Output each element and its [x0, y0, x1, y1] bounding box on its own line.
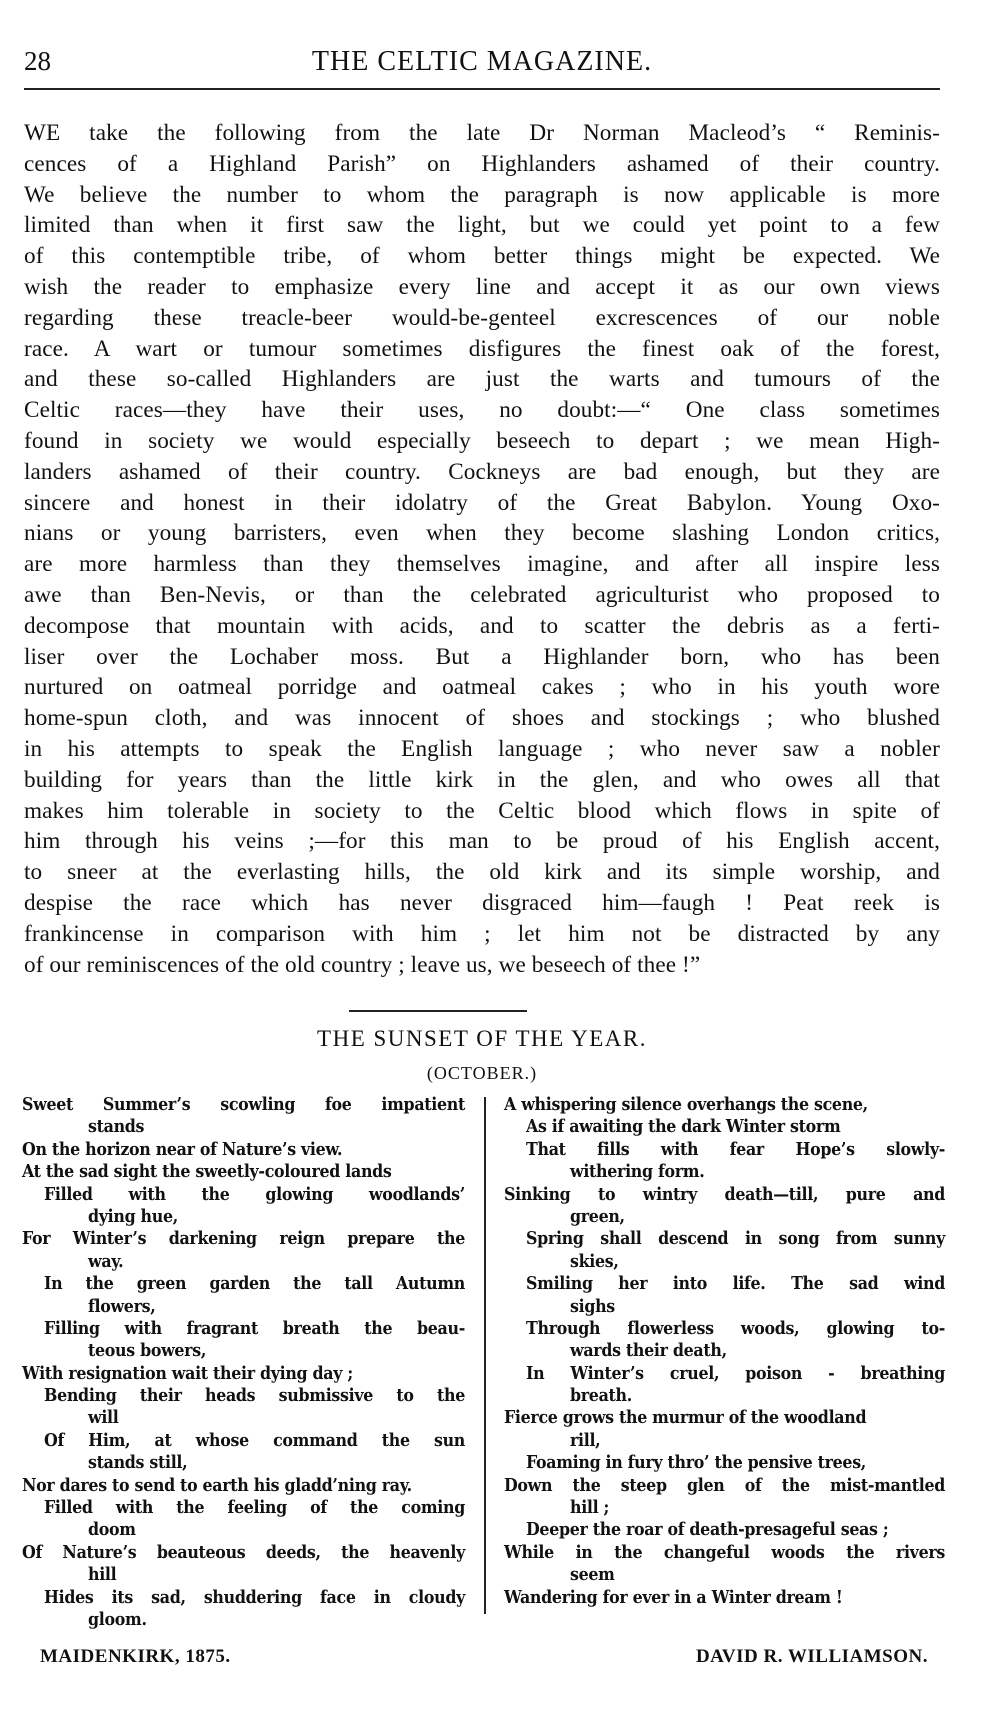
poem-line: breath.: [570, 1385, 632, 1407]
prose-line: and these so-called Highlanders are just the warts and tumours of the: [24, 366, 940, 393]
poem-line: In Winter’s cruel, poison - breathing: [526, 1362, 945, 1384]
poem-line: Of Him, at whose command the sun: [44, 1429, 465, 1451]
poem-line: withering form.: [570, 1161, 705, 1183]
prose-line: limited than when it first saw the light, but we could yet point to a few: [24, 212, 940, 239]
poem-line: stands still,: [88, 1452, 188, 1474]
section-divider: [349, 1010, 527, 1012]
poem-line: Wandering for ever in a Winter dream !: [504, 1586, 843, 1608]
poem-line: In the green garden the tall Autumn: [44, 1273, 465, 1295]
prose-line: decompose that mountain with acids, and to scatter the debris as a ferti-: [24, 612, 940, 639]
magazine-title: THE CELTIC MAGAZINE.: [311, 46, 653, 77]
column-rule: [484, 1097, 486, 1614]
poem-line: Foaming in fury thro’ the pensive trees,: [526, 1452, 867, 1474]
poem-line: For Winter’s darkening reign prepare the: [22, 1228, 465, 1250]
prose-line: home-spun cloth, and was innocent of shoes and stockings ; who blushed: [24, 705, 940, 732]
poem-author: DAVID R. WILLIAMSON.: [695, 1646, 928, 1667]
poem-line: hill: [88, 1564, 117, 1586]
poem-line: Spring shall descend in song from sunny: [526, 1228, 945, 1250]
prose-line: makes him tolerable in society to the Celtic blood which flows in spite of: [24, 797, 940, 824]
poem-line: While in the changeful woods the rivers: [504, 1541, 945, 1563]
poem-line: seem: [570, 1564, 615, 1586]
prose-line: building for years than the little kirk in the glen, and who owes all that: [24, 766, 940, 793]
prose-line: race. A wart or tumour sometimes disfigures the finest oak of the forest,: [24, 335, 940, 362]
poem-line: rill,: [570, 1429, 601, 1451]
poem-line: On the horizon near of Nature’s view.: [22, 1138, 343, 1160]
poem-line: Through flowerless woods, glowing to-: [526, 1317, 945, 1339]
poem-title: THE SUNSET OF THE YEAR.: [317, 1026, 647, 1051]
prose-line: landers ashamed of their country. Cockneys are bad enough, but they are: [24, 458, 940, 485]
poem-line: At the sad sight the sweetly-coloured lands: [22, 1161, 392, 1183]
poem-line: sighs: [570, 1295, 615, 1317]
prose-line: to sneer at the everlasting hills, the old kirk and its simple worship, and: [24, 859, 940, 886]
poem-line: Filling with fragrant breath the beau-: [44, 1317, 465, 1339]
poem-line: Filled with the feeling of the coming: [44, 1497, 465, 1519]
prose-line: We believe the number to whom the paragraph is now applicable is more: [24, 181, 940, 208]
poem-line: A whispering silence overhangs the scene,: [504, 1094, 868, 1115]
poem-line: Sweet Summer’s scowling foe impatient: [22, 1094, 465, 1115]
poem-line: With resignation wait their dying day ;: [22, 1362, 353, 1384]
poem-line: hill ;: [570, 1497, 610, 1519]
poem-line: Filled with the glowing woodlands’: [44, 1183, 465, 1205]
poem-line: stands: [88, 1116, 145, 1138]
prose-line: cences of a Highland Parish” on Highlanders ashamed of their country.: [24, 150, 940, 177]
prose-line: of this contemptible tribe, of whom better things might be expected. We: [24, 243, 940, 270]
prose-line: regarding these treacle-beer would-be-genteel excrescences of our noble: [24, 304, 940, 331]
prose-line: him through his veins ;—for this man to be proud of his English accent,: [24, 828, 940, 855]
page-header: [24, 46, 940, 86]
poem-line: That fills with fear Hope’s slowly-: [526, 1138, 945, 1160]
page-number: 28: [24, 46, 51, 76]
prose-line: wish the reader to emphasize every line and accept it as our own views: [24, 273, 940, 300]
poem-line: way.: [88, 1250, 124, 1272]
poem-line: flowers,: [88, 1295, 156, 1317]
poem-line: teous bowers,: [88, 1340, 207, 1362]
poem-line: Bending their heads submissive to the: [44, 1385, 465, 1407]
prose-line: frankincense in comparison with him ; let him not be distracted by any: [24, 920, 940, 947]
poem-line: Down the steep glen of the mist-mantled: [504, 1474, 945, 1496]
poem-line: dying hue,: [88, 1205, 178, 1227]
poem-line: Sinking to wintry death—till, pure and: [504, 1183, 945, 1205]
poem-line: Nor dares to send to earth his gladd’ning ray.: [22, 1474, 412, 1496]
poem-subtitle: (OCTOBER.): [426, 1063, 538, 1083]
poem-line: Hides its sad, shuddering face in cloudy: [44, 1586, 465, 1608]
prose-line: of our reminiscences of the old country ; leave us, we beseech of thee !”: [24, 951, 701, 978]
poem-line: Deeper the roar of death-presageful seas ;: [526, 1519, 889, 1541]
poem-line: wards their death,: [570, 1340, 727, 1362]
poem-line: Smiling her into life. The sad wind: [526, 1273, 945, 1295]
poem-place-date: MAIDENKIRK, 1875.: [40, 1646, 231, 1667]
header-rule: [24, 88, 940, 90]
prose-line: nurtured on oatmeal porridge and oatmeal cakes ; who in his youth wore: [24, 674, 940, 701]
prose-line: are more harmless than they themselves imagine, and after all inspire less: [24, 551, 940, 578]
poem-line: As if awaiting the dark Winter storm: [526, 1116, 841, 1138]
prose-body: [24, 118, 940, 980]
poem-column-right: [504, 1094, 945, 1609]
prose-line: sincere and honest in their idolatry of the Great Babylon. Young Oxo-: [24, 489, 940, 516]
prose-line: despise the race which has never disgraced him—faugh ! Peat reek is: [24, 889, 940, 916]
prose-line: WE take the following from the late Dr Norman Macleod’s “ Reminis-: [24, 120, 940, 146]
prose-line: Celtic races—they have their uses, no doubt:—“ One class sometimes: [24, 397, 940, 424]
poem-line: gloom.: [88, 1608, 147, 1630]
poem-line: will: [88, 1407, 119, 1429]
prose-line: nians or young barristers, even when they become slashing London critics,: [24, 520, 940, 547]
poem-line: green,: [570, 1205, 625, 1227]
prose-line: found in society we would especially beseech to depart ; we mean High-: [24, 427, 940, 454]
poem-line: skies,: [570, 1250, 619, 1272]
poem-line: doom: [88, 1519, 136, 1541]
poem-column-left: [22, 1094, 465, 1631]
prose-line: liser over the Lochaber moss. But a Highlander born, who has been: [24, 643, 940, 670]
poem-line: Of Nature’s beauteous deeds, the heavenly: [22, 1541, 465, 1563]
prose-line: awe than Ben-Nevis, or than the celebrated agriculturist who proposed to: [24, 581, 940, 608]
prose-line: in his attempts to speak the English language ; who never saw a nobler: [24, 735, 940, 762]
poem-line: Fierce grows the murmur of the woodland: [504, 1407, 867, 1429]
